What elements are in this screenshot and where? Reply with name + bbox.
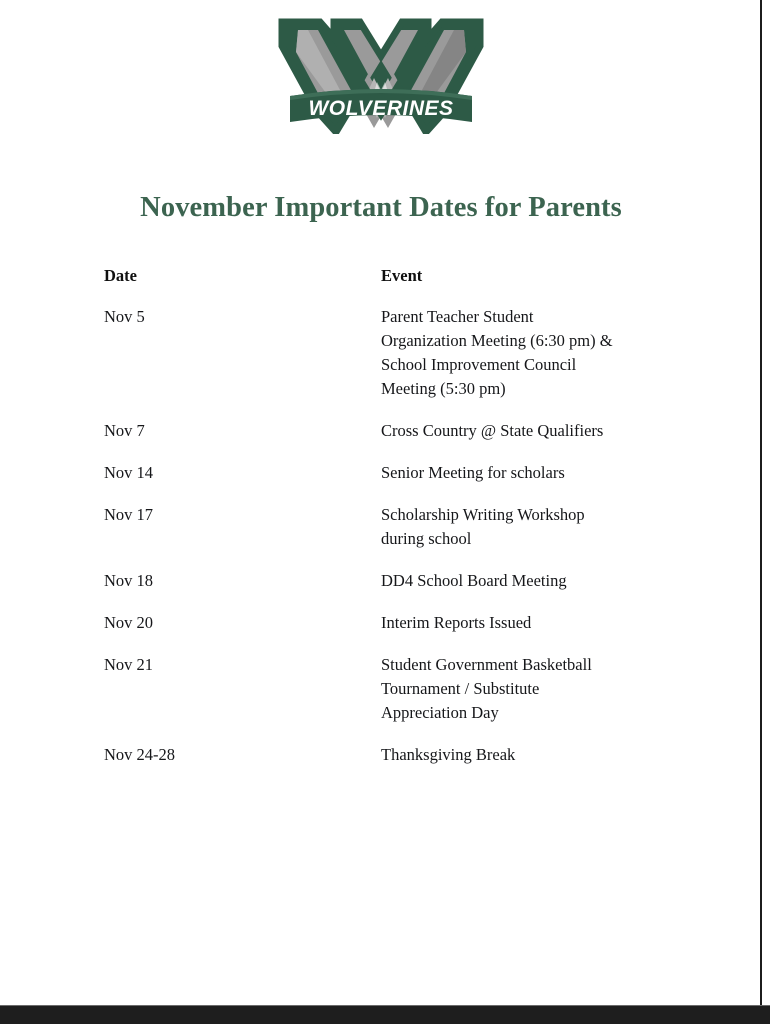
cell-date: Nov 17	[104, 505, 154, 525]
table-header	[104, 264, 664, 305]
event-line: DD4 School Board Meeting	[381, 571, 567, 591]
table-row	[104, 611, 664, 653]
table-row	[104, 503, 664, 569]
column-header-date: Date	[104, 266, 137, 285]
cell-event	[381, 611, 664, 653]
table-row	[104, 419, 664, 461]
event-line: Scholarship Writing Workshop	[381, 505, 585, 525]
table-row	[104, 461, 664, 503]
cell-date: Nov 24-28	[104, 745, 176, 765]
wolverines-logo	[276, 16, 486, 134]
cell-event	[381, 461, 664, 503]
table-row	[104, 743, 664, 785]
event-line: Tournament / Substitute	[381, 679, 540, 699]
important-dates-table	[104, 264, 664, 785]
cell-event	[381, 653, 664, 743]
cell-event	[381, 503, 664, 569]
cell-date: Nov 20	[104, 613, 154, 633]
bottom-bar	[0, 1005, 770, 1024]
page-title: November Important Dates for Parents	[140, 192, 622, 223]
logo-banner-text: WOLVERINES	[308, 97, 454, 120]
table-row	[104, 653, 664, 743]
column-header-event: Event	[381, 266, 423, 285]
table-body	[104, 305, 664, 785]
event-line: School Improvement Council	[381, 355, 577, 375]
event-line: Interim Reports Issued	[381, 613, 532, 633]
cell-date: Nov 5	[104, 307, 145, 327]
cell-event	[381, 419, 664, 461]
event-line: Organization Meeting (6:30 pm) &	[381, 331, 613, 351]
event-line: Student Government Basketball	[381, 655, 592, 675]
event-line: Meeting (5:30 pm)	[381, 379, 506, 399]
cell-event	[381, 305, 664, 419]
table-header-row	[104, 264, 664, 305]
cell-date: Nov 14	[104, 463, 154, 483]
cell-event	[381, 743, 664, 785]
cell-date: Nov 7	[104, 421, 145, 441]
cell-date: Nov 18	[104, 571, 154, 591]
table-row	[104, 569, 664, 611]
event-line: Parent Teacher Student	[381, 307, 534, 327]
cell-event	[381, 569, 664, 611]
logo-container	[0, 16, 762, 134]
event-line: Cross Country @ State Qualifiers	[381, 421, 604, 441]
wolverines-logo-graphic	[276, 16, 486, 134]
event-line: Thanksgiving Break	[381, 745, 516, 765]
event-line: during school	[381, 529, 472, 549]
event-line: Senior Meeting for scholars	[381, 463, 565, 483]
event-line: Appreciation Day	[381, 703, 499, 723]
table-row	[104, 305, 664, 419]
cell-date: Nov 21	[104, 655, 154, 675]
